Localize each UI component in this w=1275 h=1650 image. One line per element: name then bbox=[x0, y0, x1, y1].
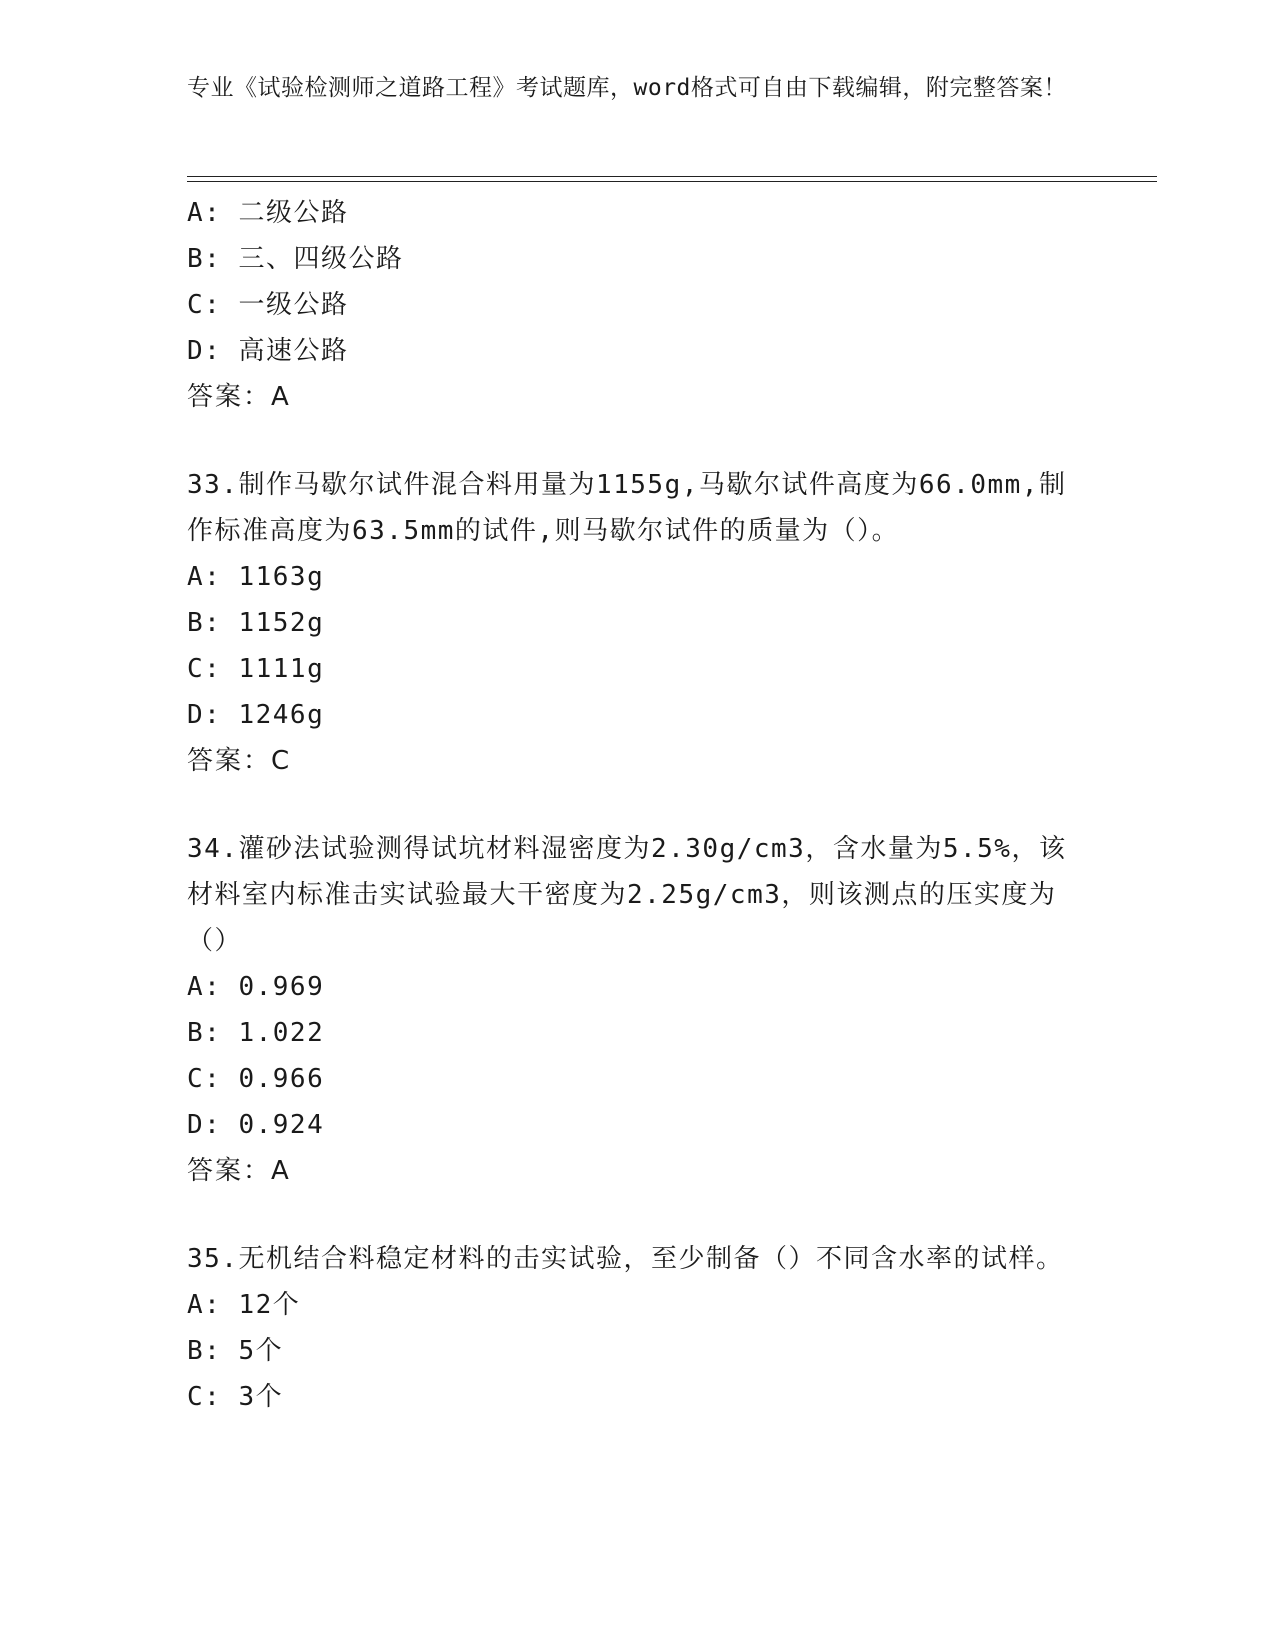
answer-line: 答案：C bbox=[187, 746, 292, 776]
header-divider-top bbox=[187, 176, 1157, 177]
option-a: A: 0.969 bbox=[187, 972, 325, 1002]
option-c: C: 3个 bbox=[187, 1382, 284, 1412]
question-block-prev bbox=[187, 190, 1087, 420]
option-d: D: 0.924 bbox=[187, 1110, 325, 1140]
question-block-34 bbox=[187, 826, 1087, 1194]
document-header: 专业《试验检测师之道路工程》考试题库，word格式可自由下载编辑，附完整答案！ bbox=[187, 75, 1067, 101]
question-text: 35.无机结合料稳定材料的击实试验，至少制备（）不同含水率的试样。 bbox=[187, 1244, 1064, 1274]
answer-line: 答案：A bbox=[187, 1156, 291, 1186]
option-d: D: 1246g bbox=[187, 700, 325, 730]
option-b: B: 1152g bbox=[187, 608, 325, 638]
option-a: A: 1163g bbox=[187, 562, 325, 592]
question-text: 34.灌砂法试验测得试坑材料湿密度为2.30g/cm3，含水量为5.5%，该材料室内标准击实试验最大干密度为2.25g/cm3，则该测点的压实度为（） bbox=[187, 834, 1067, 956]
option-c: C: 一级公路 bbox=[187, 290, 349, 320]
option-a: A: 二级公路 bbox=[187, 198, 349, 228]
question-list bbox=[187, 190, 1087, 1420]
option-d: D: 高速公路 bbox=[187, 336, 349, 366]
option-b: B: 1.022 bbox=[187, 1018, 325, 1048]
header-divider-bottom bbox=[187, 181, 1157, 182]
question-text: 33.制作马歇尔试件混合料用量为1155g,马歇尔试件高度为66.0mm,制作标准高度为63.5mm的试件,则马歇尔试件的质量为（）。 bbox=[187, 470, 1067, 546]
option-b: B: 三、四级公路 bbox=[187, 244, 404, 274]
option-c: C: 0.966 bbox=[187, 1064, 325, 1094]
question-block-33 bbox=[187, 462, 1087, 784]
option-b: B: 5个 bbox=[187, 1336, 284, 1366]
question-block-35 bbox=[187, 1236, 1087, 1420]
answer-line: 答案：A bbox=[187, 382, 291, 412]
option-c: C: 1111g bbox=[187, 654, 325, 684]
option-a: A: 12个 bbox=[187, 1290, 301, 1320]
